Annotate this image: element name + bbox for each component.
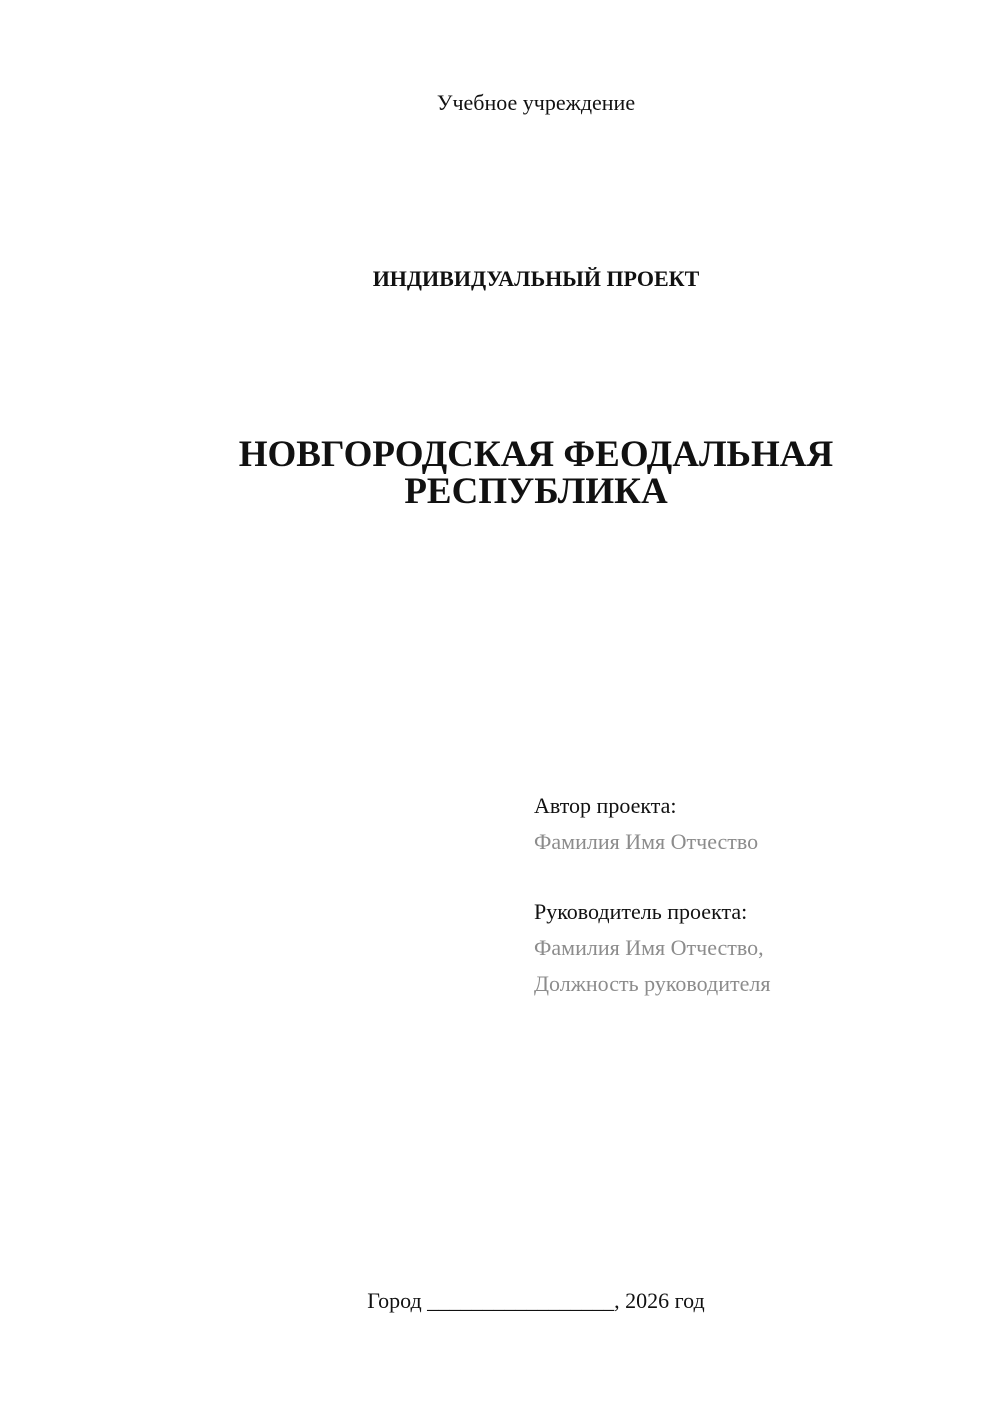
document-type: ИНДИВИДУАЛЬНЫЙ ПРОЕКТ [372,266,700,291]
supervisor-name: Фамилия Имя Отчество, [534,935,764,960]
author-label: Автор проекта: [534,793,677,818]
supervisor-position: Должность руководителя [534,971,771,996]
project-title [0,436,1000,510]
project-title-line-2: РЕСПУБЛИКА [404,471,668,512]
city-year-line: Город _________________, 2026 год [367,1288,705,1313]
project-title-line-1: НОВГОРОДСКАЯ ФЕОДАЛЬНАЯ [238,434,834,475]
institution-name: Учебное учреждение [436,90,636,115]
author-name: Фамилия Имя Отчество [534,829,759,854]
spacer [534,860,974,894]
supervisor-label: Руководитель проекта: [534,899,748,924]
project-info-block [534,788,974,1002]
